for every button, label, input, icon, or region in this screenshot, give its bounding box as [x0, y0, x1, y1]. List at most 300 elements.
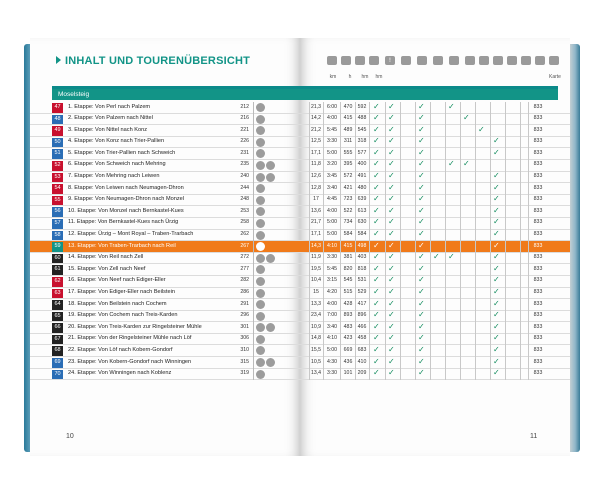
stage-km-value: 10,4	[310, 277, 322, 284]
stage-h-value: 4:00	[326, 300, 338, 307]
stage-h-value: 5:45	[326, 265, 338, 272]
difficulty-icon	[256, 196, 265, 205]
check-icon: ✓	[388, 321, 395, 331]
stage-h-value: 4:00	[326, 207, 338, 214]
stage-h-value: 4:00	[326, 115, 338, 122]
stage-map-number: 833	[533, 358, 543, 365]
stage-title[interactable]: 5. Etappe: Von Trier-Pallien nach Schweich	[68, 149, 176, 156]
column-divider	[253, 241, 254, 253]
stage-map-number: 833	[533, 335, 543, 342]
stage-h-value: 4:30	[326, 358, 338, 365]
table-row[interactable]	[30, 206, 300, 218]
check-icon: ✓	[373, 171, 380, 181]
stage-page-number: 306	[240, 335, 249, 342]
table-row[interactable]	[30, 253, 300, 265]
column-divider	[253, 148, 254, 160]
stage-number-badge: 53	[52, 173, 63, 183]
difficulty-icon	[256, 242, 265, 251]
stage-title[interactable]: 21. Etappe: Von der Ringelsteiner Mühle nach Löf	[68, 335, 192, 342]
grid-line	[400, 102, 401, 380]
stage-map-number: 833	[533, 231, 543, 238]
stage-up-value: 572	[343, 173, 353, 180]
stage-up-value: 483	[343, 323, 353, 330]
open-book	[30, 38, 570, 456]
stage-h-value: 5:00	[326, 346, 338, 353]
check-icon: ✓	[388, 136, 395, 146]
stage-map-number: 833	[533, 115, 543, 122]
table-row[interactable]	[30, 264, 300, 276]
grid-line	[340, 102, 341, 380]
check-icon: ✓	[448, 252, 455, 262]
stage-down-value: 577	[357, 149, 367, 156]
grid-line	[475, 102, 476, 380]
legend-icon-row	[317, 56, 562, 66]
check-icon: ✓	[388, 275, 395, 285]
stage-number-badge: 68	[52, 346, 63, 356]
stage-h-value: 3:30	[326, 370, 338, 377]
stage-page-number: 301	[240, 323, 249, 330]
stage-down-value: 639	[357, 196, 367, 203]
bus-icon	[521, 56, 531, 65]
stage-h-value: 4:10	[326, 242, 338, 249]
table-row[interactable]	[30, 148, 300, 160]
stage-down-value: 410	[357, 358, 367, 365]
stage-title[interactable]: 7. Etappe: Von Mehring nach Leiwen	[68, 173, 160, 180]
stage-km-value: 21,3	[310, 103, 322, 110]
dot-icon	[355, 56, 365, 65]
stage-down-value: 417	[357, 300, 367, 307]
triangle-arrow-icon	[56, 56, 61, 64]
check-icon: ✓	[373, 147, 380, 157]
stage-km-value: 17,1	[310, 231, 322, 238]
stage-h-value: 5:00	[326, 231, 338, 238]
stage-title[interactable]: 13. Etappe: Von Traben-Trarbach nach Reil	[68, 242, 176, 249]
check-icon: ✓	[418, 113, 425, 123]
column-divider	[253, 183, 254, 195]
stage-up-value: 101	[343, 370, 353, 377]
check-icon: ✓	[418, 205, 425, 215]
difficulty-icon	[256, 161, 265, 170]
check-icon: ✓	[493, 310, 500, 320]
check-icon: ✓	[493, 217, 500, 227]
stage-number-badge: 70	[52, 370, 63, 380]
check-icon: ✓	[388, 252, 395, 262]
check-icon: ✓	[448, 101, 455, 111]
stage-km-value: 13,4	[310, 370, 322, 377]
stage-title[interactable]: 4. Etappe: Von Konz nach Trier-Pallien	[68, 138, 165, 145]
difficulty-icon	[256, 346, 265, 355]
stage-map-number: 833	[533, 265, 543, 272]
family-friendly-icon	[266, 323, 275, 332]
column-divider	[253, 172, 254, 184]
stage-down-value: 683	[357, 346, 367, 353]
col-header-hm-down: hm	[375, 74, 383, 80]
check-icon: ✓	[373, 113, 380, 123]
bed2-icon	[507, 56, 517, 65]
check-icon: ✓	[493, 136, 500, 146]
stage-down-value: 480	[357, 184, 367, 191]
difficulty-icon	[256, 370, 265, 379]
column-divider	[253, 114, 254, 126]
difficulty-icon	[256, 115, 265, 124]
stage-page-number: 231	[240, 149, 249, 156]
column-divider	[253, 311, 254, 323]
check-icon: ✓	[388, 287, 395, 296]
stage-h-value: 4:45	[326, 196, 338, 203]
stage-number-badge: 55	[52, 196, 63, 206]
stage-number-badge: 52	[52, 161, 63, 171]
check-icon: ✓	[493, 275, 500, 285]
check-icon: ✓	[478, 124, 485, 134]
table-row[interactable]	[30, 369, 300, 381]
stage-km-value: 10,9	[310, 323, 322, 330]
stage-km-value: 10,5	[310, 358, 322, 365]
stage-title[interactable]: 16. Etappe: Von Neef nach Ediger-Eller	[68, 277, 166, 284]
stage-title[interactable]: 22. Etappe: Von Löf nach Kobern-Gondorf	[68, 346, 173, 353]
family-friendly-icon	[266, 254, 275, 263]
column-divider	[253, 195, 254, 207]
stage-map-number: 833	[533, 219, 543, 226]
stage-number-badge: 65	[52, 312, 63, 322]
grid-line	[445, 102, 446, 380]
check-icon: ✓	[418, 321, 425, 331]
check-icon: ✓	[493, 252, 500, 262]
stage-page-number: 296	[240, 312, 249, 319]
stage-up-value: 415	[343, 242, 353, 249]
stage-page-number: 244	[240, 184, 249, 191]
stage-map-number: 833	[533, 184, 543, 191]
stage-page-number: 226	[240, 138, 249, 145]
section-header-right	[300, 89, 558, 100]
table-row[interactable]	[30, 322, 300, 334]
table-row[interactable]	[30, 230, 300, 242]
stage-title[interactable]: 20. Etappe: Von Treis-Karden zur Ringelsteiner Mühle	[68, 323, 202, 330]
check-icon: ✓	[493, 147, 500, 157]
check-icon: ✓	[373, 310, 380, 320]
stage-down-value: 630	[357, 219, 367, 226]
check-icon: ✓	[388, 344, 395, 354]
stage-km-value: 19,5	[310, 265, 322, 272]
stage-down-value: 818	[357, 265, 367, 272]
stage-number-badge: 62	[52, 277, 63, 287]
stage-number-badge: 58	[52, 231, 63, 241]
stage-h-value: 3:40	[326, 184, 338, 191]
stage-up-value: 522	[343, 207, 353, 214]
check-icon: ✓	[388, 113, 395, 123]
stage-up-value: 428	[343, 300, 353, 307]
check-icon: ✓	[388, 194, 395, 204]
right-page-number: 11	[530, 433, 538, 440]
stage-down-value: 209	[357, 370, 367, 377]
stage-up-value: 470	[343, 103, 353, 110]
check-icon: ✓	[388, 205, 395, 215]
stage-page-number: 235	[240, 161, 249, 168]
grid-line	[460, 102, 461, 380]
stage-title[interactable]: 17. Etappe: Von Ediger-Eller nach Beilstein	[68, 289, 175, 295]
stage-h-value: 3:45	[326, 173, 338, 180]
check-icon: ✓	[373, 298, 380, 308]
stage-number-badge: 50	[52, 138, 63, 148]
tree-icon	[465, 56, 475, 65]
stage-h-value: 3:20	[326, 161, 338, 168]
check-icon: ✓	[418, 263, 425, 273]
check-icon: ✓	[493, 333, 500, 343]
column-divider	[253, 125, 254, 137]
table-row[interactable]	[30, 241, 300, 253]
difficulty-icon	[256, 335, 265, 344]
check-icon: ✓	[418, 147, 425, 157]
stage-page-number: 262	[240, 231, 249, 238]
page-title	[56, 55, 250, 67]
stage-h-value: 6:00	[326, 103, 338, 110]
stage-map-number: 833	[533, 323, 543, 330]
check-icon: ✓	[418, 217, 425, 227]
stage-up-value: 584	[343, 231, 353, 238]
check-icon: ✓	[418, 275, 425, 285]
column-divider	[253, 369, 254, 381]
check-icon: ✓	[373, 101, 380, 111]
column-divider	[253, 218, 254, 230]
difficulty-icon	[256, 173, 265, 182]
train-icon	[535, 56, 545, 65]
stage-h-value: 4:20	[326, 289, 338, 295]
check-icon: ✓	[493, 229, 500, 239]
column-divider	[253, 334, 254, 346]
stage-h-value: 5:00	[326, 219, 338, 226]
stage-map-number: 833	[533, 277, 543, 284]
check-icon: ✓	[373, 275, 380, 285]
stage-h-value: 3:40	[326, 323, 338, 330]
stage-km-value: 12,5	[310, 138, 322, 145]
check-icon: ✓	[418, 182, 425, 192]
check-icon: ✓	[418, 136, 425, 146]
check-icon: ✓	[418, 101, 425, 111]
dot-icon	[341, 56, 351, 65]
stage-title[interactable]: 18. Etappe: Von Beilstein nach Cochem	[68, 300, 167, 307]
check-icon: ✓	[448, 159, 455, 169]
stage-map-number: 833	[533, 289, 543, 295]
stage-title[interactable]: 24. Etappe: Von Winningen nach Koblenz	[68, 370, 172, 377]
stage-km-value: 11,9	[311, 254, 321, 261]
stage-map-number: 833	[533, 346, 543, 353]
check-icon: ✓	[418, 124, 425, 134]
stage-down-value: 400	[357, 161, 367, 168]
check-icon: ✓	[388, 240, 395, 250]
check-icon: ✓	[373, 356, 380, 366]
stage-number-badge: 49	[52, 126, 63, 136]
check-icon: ✓	[388, 101, 395, 111]
check-icon: ✓	[388, 298, 395, 308]
stage-number-badge: 64	[52, 300, 63, 310]
check-icon: ✓	[388, 147, 395, 157]
check-icon: ✓	[373, 287, 380, 296]
stage-title[interactable]: 23. Etappe: Von Kobern-Gondorf nach Winningen	[68, 358, 192, 365]
stage-number-badge: 61	[52, 265, 63, 275]
stage-down-value: 545	[357, 126, 367, 133]
table-row[interactable]	[30, 334, 300, 346]
stage-map-number: 833	[533, 370, 543, 377]
stage-km-value: 11,8	[311, 161, 321, 168]
check-icon: ✓	[418, 344, 425, 354]
table-row[interactable]	[30, 125, 300, 137]
stage-list-left	[30, 102, 300, 380]
stage-number-badge: 63	[52, 289, 63, 299]
difficulty-icon	[256, 312, 265, 321]
stage-title[interactable]: 9. Etappe: Von Neumagen-Dhron nach Monzel	[68, 196, 184, 203]
stage-h-value: 3:30	[326, 254, 338, 261]
table-row[interactable]	[30, 183, 300, 195]
dot-icon	[369, 56, 379, 65]
column-divider	[253, 322, 254, 334]
stage-number-badge: 69	[52, 358, 63, 368]
stage-down-value: 491	[357, 173, 367, 180]
stage-map-number: 833	[533, 161, 543, 168]
stage-title[interactable]: 11. Etappe: Von Bernkastel-Kues nach Ürzig	[68, 219, 179, 226]
check-icon: ✓	[463, 113, 470, 123]
table-row[interactable]	[30, 218, 300, 230]
grid-line	[309, 102, 310, 380]
stage-down-value: 488	[357, 115, 367, 122]
stage-km-value: 12,6	[310, 173, 322, 180]
stage-km-value: 23,4	[310, 312, 322, 319]
grid-line	[369, 102, 370, 380]
stage-down-value: 529	[357, 289, 367, 295]
table-row[interactable]	[30, 288, 300, 300]
stage-title[interactable]: 19. Etappe: Von Cochem nach Treis-Karden	[68, 312, 178, 319]
difficulty-icon	[256, 138, 265, 147]
check-icon: ✓	[373, 194, 380, 204]
check-icon: ✓	[373, 217, 380, 227]
table-row[interactable]	[30, 160, 300, 172]
stage-number-badge: 60	[52, 254, 63, 264]
stage-title[interactable]: 1. Etappe: Von Perl nach Palzem	[68, 103, 151, 110]
stage-title[interactable]: 10. Etappe: Von Monzel nach Bernkastel-Kues	[68, 207, 184, 214]
table-row[interactable]	[30, 114, 300, 126]
table-row[interactable]	[30, 195, 300, 207]
difficulty-icon	[256, 358, 265, 367]
page-title-text: INHALT UND TOURENÜBERSICHT	[65, 55, 251, 67]
stage-up-value: 423	[343, 335, 353, 342]
difficulty-icon	[256, 219, 265, 228]
stage-up-value: 436	[343, 358, 353, 365]
stage-up-value: 421	[343, 184, 353, 191]
stage-title[interactable]: 8. Etappe: Von Leiwen nach Neumagen-Dhron	[68, 184, 184, 191]
check-icon: ✓	[433, 252, 440, 262]
stage-map-number: 833	[533, 312, 543, 319]
stage-up-value: 311	[343, 138, 353, 145]
stage-number-badge: 66	[52, 323, 63, 333]
stage-up-value: 515	[343, 289, 353, 295]
column-divider	[253, 253, 254, 265]
stage-down-value: 498	[357, 242, 367, 249]
stage-title[interactable]: 6. Etappe: Von Schweich nach Mehring	[68, 161, 166, 168]
stage-number-badge: 51	[52, 149, 63, 159]
check-icon: ✓	[493, 205, 500, 215]
check-icon: ✓	[493, 287, 500, 296]
stage-page-number: 212	[240, 103, 249, 110]
check-icon: ✓	[373, 368, 380, 378]
stage-down-value: 584	[357, 231, 367, 238]
check-icon: ✓	[493, 194, 500, 204]
stage-title[interactable]: 14. Etappe: Von Reil nach Zell	[68, 254, 144, 261]
check-icon: ✓	[388, 171, 395, 181]
col-header-karte: Karte	[549, 74, 561, 80]
column-divider	[253, 230, 254, 242]
stage-down-value: 318	[357, 138, 367, 145]
stage-km-value: 14,3	[310, 242, 322, 249]
table-row[interactable]	[30, 357, 300, 369]
stage-map-number: 833	[533, 149, 543, 156]
stage-title[interactable]: 12. Etappe: Ürzig – Mont Royal – Traben-Trarbach	[68, 231, 194, 238]
check-icon: ✓	[373, 240, 380, 250]
column-divider	[253, 160, 254, 172]
stage-map-number: 833	[533, 196, 543, 203]
difficulty-icon	[256, 289, 265, 298]
difficulty-icon	[256, 277, 265, 286]
dot-icon	[433, 56, 443, 65]
stage-up-value: 489	[343, 126, 353, 133]
flag-icon	[417, 56, 427, 65]
stage-map-number: 833	[533, 126, 543, 133]
stage-title[interactable]: 15. Etappe: Von Zell nach Neef	[68, 265, 146, 272]
table-row[interactable]	[30, 137, 300, 149]
table-row[interactable]	[30, 276, 300, 288]
stage-up-value: 381	[343, 254, 353, 261]
table-row[interactable]	[30, 345, 300, 357]
check-icon: ✓	[388, 229, 395, 239]
grid-line	[520, 102, 521, 380]
check-icon: ✓	[418, 171, 425, 181]
check-icon: ✓	[463, 159, 470, 169]
check-icon: ✓	[493, 240, 500, 250]
stage-up-value: 734	[343, 219, 353, 226]
check-icon: ✓	[493, 356, 500, 366]
stage-km-value: 21,7	[310, 219, 322, 226]
check-icon: ✓	[388, 217, 395, 227]
stage-title[interactable]: 2. Etappe: Von Palzem nach Nittel	[68, 115, 153, 122]
stage-down-value: 896	[357, 312, 367, 319]
stage-km-value: 15,5	[310, 346, 322, 353]
stage-h-value: 5:45	[326, 126, 338, 133]
family-friendly-icon	[266, 173, 275, 182]
stage-up-value: 555	[343, 149, 353, 156]
check-icon: ✓	[418, 368, 425, 378]
left-page-number: 10	[66, 433, 74, 440]
stage-down-value: 531	[357, 277, 367, 284]
bed-icon	[493, 56, 503, 65]
column-divider	[253, 357, 254, 369]
grid-line	[490, 102, 491, 380]
col-header-km: km	[329, 74, 337, 80]
table-row[interactable]	[30, 172, 300, 184]
check-icon: ✓	[373, 229, 380, 239]
stage-title[interactable]: 3. Etappe: Von Nittel nach Konz	[68, 126, 147, 133]
table-row[interactable]	[30, 102, 300, 114]
dot-icon	[327, 56, 337, 65]
check-icon: ✓	[493, 298, 500, 308]
table-row[interactable]	[30, 311, 300, 323]
difficulty-icon	[256, 207, 265, 216]
stage-up-value: 893	[343, 312, 353, 319]
stage-down-value: 466	[357, 323, 367, 330]
table-row[interactable]	[30, 299, 300, 311]
grid-line	[385, 102, 386, 380]
stage-page-number: 291	[240, 300, 249, 307]
check-icon: ✓	[373, 333, 380, 343]
difficulty-icon	[256, 323, 265, 332]
check-icon: ✓	[373, 182, 380, 192]
check-icon: ✓	[388, 310, 395, 320]
